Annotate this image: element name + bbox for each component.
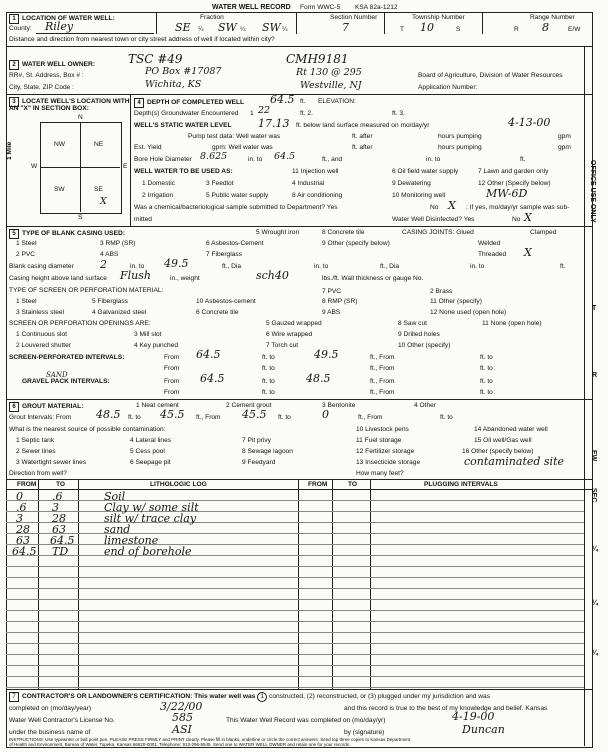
grout-from-1[interactable]: 48.5 bbox=[96, 408, 121, 421]
casing-pvc[interactable]: 2 PVC bbox=[16, 251, 36, 258]
ksa-number: KSA 82a-1212 bbox=[355, 4, 398, 11]
instructions-1: INSTRUCTIONS: Use typewriter or ball point pen. PLEASE PRESS FIRMLY and PRINT clearly. Please fill in blanks, underline or circle the correct answers. Send top three copies to Kansas Department bbox=[9, 737, 411, 742]
range-ew: E/W bbox=[568, 26, 581, 33]
direction-label: Direction from well? bbox=[9, 470, 67, 477]
sidebar-quarter-3: ¼ bbox=[592, 650, 598, 657]
contam-other[interactable]: 16 Other (specify below) bbox=[462, 448, 534, 455]
owner-code[interactable]: CMH9181 bbox=[286, 52, 349, 66]
log-row-rule bbox=[6, 577, 584, 578]
county-label: County: bbox=[9, 25, 32, 32]
license-value[interactable]: 585 bbox=[172, 711, 193, 724]
record-date[interactable]: 4-19-00 bbox=[452, 710, 495, 723]
log-from-header: FROM bbox=[17, 481, 37, 488]
gravel-to[interactable]: 48.5 bbox=[306, 372, 331, 385]
south-label: S bbox=[78, 214, 83, 221]
township-label: Township Number bbox=[412, 14, 465, 21]
elevation-label: ELEVATION: bbox=[318, 98, 356, 105]
locate-label: 3 LOCATE WELL'S LOCATION WITH bbox=[9, 97, 130, 107]
location-mark[interactable]: X bbox=[100, 196, 107, 207]
fraction-1[interactable]: SE bbox=[175, 21, 191, 34]
log-row-2-desc[interactable]: Clay w/ some silt bbox=[104, 501, 199, 514]
log-row-3-desc[interactable]: silt w/ trace clay bbox=[104, 512, 197, 525]
casing-height-label: Casing height above land surface bbox=[9, 275, 107, 282]
instructions-2: of Health and Environment, Bureau of Water, Topeka, Kansas 66620-0001. Telephone: 913-296-5545. Send one to WATER WELL OWNER and retain one for your records. bbox=[9, 742, 351, 747]
county-value[interactable]: Riley bbox=[45, 20, 74, 33]
city-value-2[interactable]: Westville, NJ bbox=[300, 80, 362, 91]
grout-to-1[interactable]: 45.5 bbox=[160, 408, 185, 421]
plug-to-header: TO bbox=[348, 481, 358, 488]
grout-intervals-label: Grout Intervals: From bbox=[9, 414, 72, 421]
log-row-rule bbox=[6, 522, 584, 523]
pump-label: Pump test data: Well water was bbox=[188, 133, 281, 140]
city-label: City, State, ZIP Code : bbox=[9, 84, 74, 91]
threaded-mark[interactable]: X bbox=[524, 246, 532, 259]
log-row-rule bbox=[6, 544, 584, 545]
sidebar-quarter-2: ¼ bbox=[592, 600, 598, 607]
log-row-rule bbox=[6, 555, 584, 556]
log-row-3-from[interactable]: 3 bbox=[16, 512, 23, 525]
log-row-5-desc[interactable]: limestone bbox=[104, 534, 159, 547]
owner-value[interactable]: TSC #49 bbox=[128, 52, 183, 66]
log-row-1-to[interactable]: .6 bbox=[52, 490, 63, 503]
disinfected-label: Water Well Disinfected? Yes bbox=[392, 216, 475, 223]
log-row-3-to[interactable]: 28 bbox=[52, 512, 66, 525]
owner-label: 2 WATER WELL OWNER: bbox=[9, 60, 95, 70]
section-box[interactable] bbox=[40, 122, 122, 214]
casing-label: 5 TYPE OF BLANK CASING USED: bbox=[9, 229, 125, 239]
grout-label: 6 GROUT MATERIAL: bbox=[9, 402, 83, 412]
log-row-rule bbox=[6, 676, 584, 677]
use-monitoring[interactable]: 10 Monitoring well bbox=[392, 192, 446, 199]
section-value[interactable]: 7 bbox=[342, 21, 349, 34]
township-value[interactable]: 10 bbox=[420, 21, 434, 34]
log-row-5-from[interactable]: 63 bbox=[16, 534, 30, 547]
sec1-number: 1 bbox=[9, 14, 19, 24]
gravel-handwriting: SAND bbox=[46, 371, 68, 379]
completed-label: completed on (mo/day/year) bbox=[9, 705, 92, 712]
chem-label: Was a chemical/bacteriological sample submitted to Department? Yes bbox=[134, 204, 338, 211]
address-value[interactable]: PO Box #17087 bbox=[145, 66, 222, 77]
section-label: Section Number bbox=[330, 14, 378, 21]
bore-value[interactable]: 8.625 bbox=[200, 151, 228, 162]
log-row-4-desc[interactable]: sand bbox=[104, 523, 131, 536]
nw-label: NW bbox=[54, 141, 65, 148]
log-row-1-desc[interactable]: Soil bbox=[104, 490, 126, 503]
casing-diameter[interactable]: 2 bbox=[100, 258, 107, 271]
form-number: Form WWC-5 bbox=[300, 4, 341, 11]
sidebar-ew: EW bbox=[590, 450, 597, 462]
groundwater-1[interactable]: 22 bbox=[258, 105, 271, 116]
openings-label: SCREEN OR PERFORATION OPENINGS ARE: bbox=[9, 320, 151, 327]
log-row-rule bbox=[6, 621, 584, 622]
log-row-rule bbox=[6, 588, 584, 589]
depth-value[interactable]: 64.5 bbox=[270, 93, 295, 106]
address-value-2[interactable]: Rt 130 @ 295 bbox=[296, 67, 362, 78]
grout-from-2[interactable]: 45.5 bbox=[242, 408, 267, 421]
log-row-6-from[interactable]: 64.5 bbox=[12, 545, 37, 558]
log-row-rule bbox=[6, 610, 584, 611]
log-row-1-from[interactable]: 0 bbox=[16, 490, 23, 503]
bore-label: Bore Hole Diameter bbox=[134, 156, 192, 163]
contamination-label: What is the nearest source of possible contamination: bbox=[9, 426, 166, 433]
sidebar-sec: SEC bbox=[590, 488, 597, 503]
log-to-header: TO bbox=[56, 481, 66, 488]
grout-to-2[interactable]: 0 bbox=[322, 408, 329, 421]
log-row-6-to[interactable]: TD bbox=[52, 545, 69, 558]
grout-bentonite[interactable]: 3 Bentonite bbox=[322, 402, 356, 409]
log-row-rule bbox=[6, 511, 584, 512]
business-value[interactable]: ASI bbox=[172, 723, 192, 736]
sec1-label: 1 LOCATION OF WATER WELL: bbox=[9, 14, 115, 24]
distance-label: Distance and direction from nearest town or city street address of well if located within city? bbox=[9, 36, 275, 43]
ne-label: NE bbox=[94, 141, 104, 148]
business-label: under the business name of bbox=[9, 729, 91, 736]
fraction-3[interactable]: SW bbox=[262, 21, 281, 34]
board-label: Board of Agriculture, Division of Water Resources bbox=[418, 72, 563, 79]
completed-date[interactable]: 3/22/00 bbox=[160, 700, 203, 713]
chem-mark[interactable]: X bbox=[448, 199, 456, 212]
gravel-label: GRAVEL PACK INTERVALS: bbox=[22, 378, 110, 385]
casing-joints-label: CASING JOINTS: Glued bbox=[402, 229, 474, 236]
contam-other-value[interactable]: contaminated site bbox=[464, 455, 564, 468]
range-value[interactable]: 8 bbox=[542, 21, 549, 34]
casing-diameter-label: Blank casing diameter bbox=[9, 263, 74, 270]
address-label: RR#, St. Address, Box # : bbox=[9, 72, 84, 79]
log-row-rule bbox=[6, 643, 584, 644]
log-row-rule bbox=[6, 500, 584, 501]
se-label: SE bbox=[94, 186, 103, 193]
casing-weight[interactable]: sch40 bbox=[256, 269, 289, 282]
screen-to[interactable]: 49.5 bbox=[314, 348, 339, 361]
sidebar-r: R bbox=[592, 372, 598, 379]
static-label: WELL'S STATIC WATER LEVEL bbox=[134, 122, 232, 129]
plugging-header: PLUGGING INTERVALS bbox=[424, 481, 498, 488]
log-row-5-to[interactable]: 64.5 bbox=[50, 534, 75, 547]
screen-from[interactable]: 64.5 bbox=[196, 348, 221, 361]
west-label: W bbox=[31, 163, 38, 170]
application-label: Application Number: bbox=[418, 84, 478, 91]
log-row-4-from[interactable]: 28 bbox=[16, 523, 30, 536]
yield-label: Est. Yield bbox=[134, 144, 162, 151]
office-use-label: OFFICE USE ONLY bbox=[589, 160, 596, 223]
use-other[interactable]: MW-6D bbox=[486, 187, 528, 200]
grout-cement[interactable]: 2 Cement grout bbox=[226, 402, 272, 409]
how-many-feet-label: How many feet? bbox=[356, 470, 404, 477]
gravel-from[interactable]: 64.5 bbox=[200, 372, 225, 385]
log-row-rule bbox=[6, 566, 584, 567]
plug-from-header: FROM bbox=[308, 481, 328, 488]
casing-to[interactable]: 49.5 bbox=[164, 257, 189, 270]
certification-line-1: 7 CONTRACTOR'S OR LANDOWNER'S CERTIFICATION: This water well was 1 constructed, (2) reconstructed, or (3) plugged under my jurisdiction and was bbox=[9, 692, 490, 702]
log-row-2-from[interactable]: .6 bbox=[16, 501, 27, 514]
log-row-6-desc[interactable]: end of borehole bbox=[104, 545, 192, 558]
sw-label: SW bbox=[54, 186, 65, 193]
range-label: Range Number bbox=[530, 14, 575, 21]
sidebar-t: T bbox=[592, 305, 597, 312]
disinfected-mark[interactable]: X bbox=[524, 211, 532, 224]
north-label: N bbox=[78, 114, 83, 121]
log-row-rule bbox=[6, 687, 584, 688]
log-row-rule bbox=[6, 654, 584, 655]
locate-label-2: AN "X" IN SECTION BOX: bbox=[9, 105, 89, 112]
log-row-rule bbox=[6, 665, 584, 666]
lithologic-header: LITHOLOGIC LOG bbox=[150, 481, 207, 488]
groundwater-label: Depth(s) Groundwater Encountered bbox=[134, 110, 239, 117]
screen-intervals-label: SCREEN-PERFORATED INTERVALS: bbox=[9, 354, 125, 361]
log-row-rule bbox=[6, 599, 584, 600]
fraction-label: Fraction bbox=[200, 14, 224, 21]
static-value[interactable]: 17.13 bbox=[258, 117, 290, 130]
city-value[interactable]: Wichita, KS bbox=[145, 79, 202, 90]
log-row-4-to[interactable]: 63 bbox=[52, 523, 66, 536]
screen-pvc[interactable]: 7 PVC bbox=[322, 288, 342, 295]
log-row-2-to[interactable]: 3 bbox=[52, 501, 59, 514]
depth-label: 4 DEPTH OF COMPLETED WELL bbox=[134, 98, 244, 108]
log-row-rule bbox=[6, 632, 584, 633]
log-row-rule bbox=[6, 533, 584, 534]
static-date[interactable]: 4-13-00 bbox=[508, 116, 551, 129]
opening-mill-slot[interactable]: 3 Mill slot bbox=[134, 331, 162, 338]
signature[interactable]: Duncan bbox=[462, 723, 505, 736]
mile-label: 1 Mile bbox=[6, 141, 13, 160]
bore-to[interactable]: 64.5 bbox=[274, 151, 296, 162]
static-rest: ft. below land surface measured on mo/day/yr bbox=[296, 122, 430, 129]
casing-height[interactable]: Flush bbox=[120, 269, 151, 282]
east-label: E bbox=[123, 163, 128, 170]
fraction-2[interactable]: SW bbox=[218, 21, 237, 34]
use-label: WELL WATER TO BE USED AS: bbox=[134, 168, 233, 175]
form-title: WATER WELL RECORD bbox=[212, 4, 291, 11]
screen-type-label: TYPE OF SCREEN OR PERFORATION MATERIAL: bbox=[9, 287, 164, 294]
license-label: Water Well Contractor's License No. bbox=[9, 717, 115, 724]
sidebar-quarter-1: ¼ bbox=[592, 546, 598, 553]
